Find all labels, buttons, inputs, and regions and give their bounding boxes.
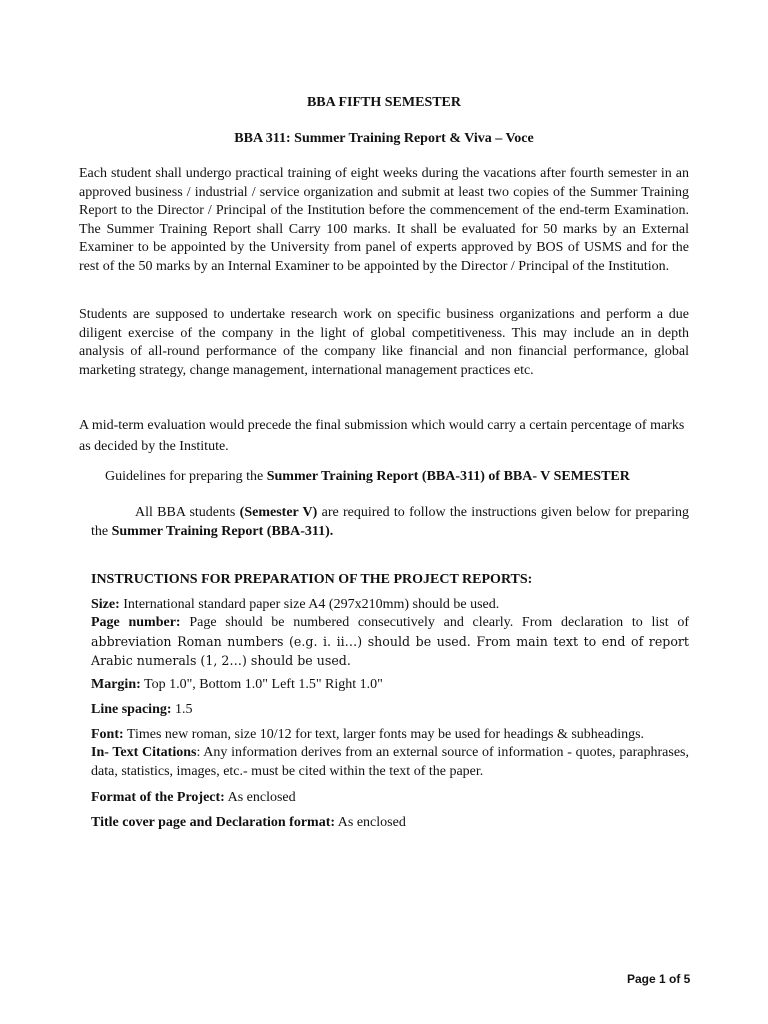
guidelines-line — [105, 468, 705, 487]
research-paragraph: Students are supposed to undertake research work on specific business organizations and perform a due diligent exercise of the company in the light of global competitiveness. This may include an in depth analysis of all-round performance of the company like financial and non financial performance, global marketing strategy, change management, international management practices etc. — [79, 307, 689, 378]
line-spacing-item: Line spacing: 1.5 — [91, 702, 193, 717]
page-indicator: Page 1 of 5 — [627, 972, 691, 986]
document-subtitle: BBA 311: Summer Training Report & Viva – Voce — [234, 131, 534, 146]
title-cover-item: Title cover page and Declaration format: As enclosed — [91, 815, 406, 830]
size-item: Size: International standard paper size A4 (297x210mm) should be used. — [91, 597, 500, 612]
midterm-paragraph: A mid-term evaluation would precede the final submission which would carry a certain percentage of marks as decided by the Institute. — [79, 418, 685, 454]
all-students-paragraph: All BBA students (Semester V) are required to follow the instructions given below for preparing the Summer Training Report (BBA-311). — [91, 505, 690, 539]
format-item: Format of the Project: As enclosed — [91, 790, 296, 805]
page-number-item: Page number: Page should be numbered consecutively and clearly. From declaration to list of abbreviation Roman numbers (e.g. i. ii…) should be used. From main text to end of report Arabic numerals (1, 2…) should be used. — [91, 615, 689, 668]
instructions-heading: INSTRUCTIONS FOR PREPARATION OF THE PROJECT REPORTS: — [91, 572, 533, 587]
document-title: BBA FIFTH SEMESTER — [306, 95, 462, 110]
font-item: Font: Times new roman, size 10/12 for text, larger fonts may be used for headings & subheadings. — [91, 727, 645, 742]
guidelines-prefix: Guidelines for preparing the — [105, 469, 264, 484]
in-text-citations-item: In- Text Citations: Any information derives from an external source of information - quotes, paraphrases, data, statistics, images, etc.- must be cited within the text of the paper. — [91, 745, 689, 779]
guidelines-emphasis: Summer Training Report (BBA-311) of BBA- V SEMESTER — [266, 469, 630, 484]
intro-paragraph: Each student shall undergo practical training of eight weeks during the vacations after fourth semester in an approved business / industrial / service organization and submit at least two copies of the Summer Training Report to the Director / Principal of the Institution before the commencement of the end-term Examination. The Summer Training Report shall Carry 100 marks. It shall be evaluated for 50 marks by an External Examiner to be appointed by the University from panel of experts approved by BOS of USMS and for the rest of the 50 marks by an Internal Examiner to be appointed by the Director / Principal of the Institution. — [79, 166, 689, 274]
margin-item: Margin: Top 1.0", Bottom 1.0" Left 1.5" Right 1.0" — [91, 677, 383, 692]
